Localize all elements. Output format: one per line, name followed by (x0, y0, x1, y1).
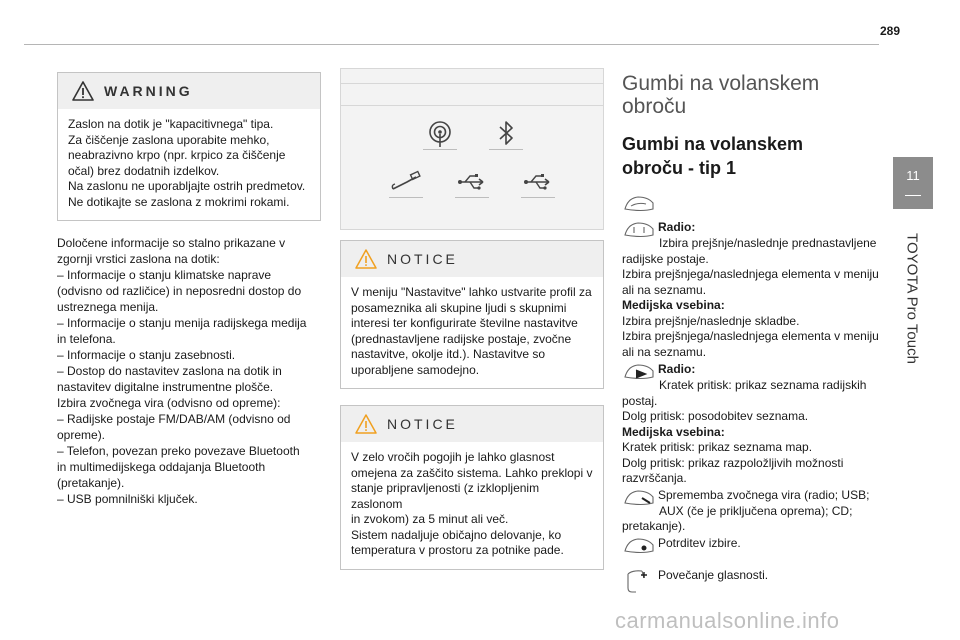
icon-underline (489, 149, 523, 150)
icon-underline (423, 149, 457, 150)
text-line: ali na seznamu. (622, 344, 707, 359)
text-line: (pretakanje). (57, 476, 125, 490)
notice-label: NOTICE (387, 251, 458, 267)
streaming-icon (423, 117, 457, 151)
subsection-title-line: obroču - tip 1 (622, 158, 736, 178)
text-line: V meniju "Nastavitve" lahko ustvarite profil za (351, 285, 592, 299)
steering-control-icon (622, 220, 656, 240)
header-rule (24, 44, 879, 45)
text-line: Ne dotikajte se zaslona z mokrimi rokami. (68, 194, 290, 209)
notice-text (341, 277, 603, 388)
text-line: in multimedijskega oddajanja Bluetooth (57, 460, 266, 474)
notice-icon (355, 414, 377, 434)
text-line: (prednastavljene radijske postaje, zvočne (351, 331, 572, 346)
text-line: Kratek pritisk: prikaz seznama radijskih (659, 378, 867, 392)
control-item (622, 220, 884, 360)
text-line: in telefona. (57, 332, 116, 346)
warning-header (58, 73, 320, 109)
text-line: – USB pomnilniški ključek. (57, 492, 198, 506)
notice-icon (355, 249, 377, 269)
text-line: razvrščanja. (622, 471, 687, 485)
section-title-line: Gumbi na volanskem (622, 72, 820, 95)
text-line: Zaslon na dotik je "kapacitivnega" tipa. (68, 117, 274, 131)
column-right (622, 72, 884, 594)
text-line: Dolg pritisk: posodobitev seznama. (622, 409, 809, 423)
subsection-title (622, 132, 884, 180)
text-line: Medijska vsebina: (622, 298, 725, 312)
text-line: temperatura v prostoru za potnike pade. (351, 543, 564, 557)
text-line: Izbira prejšnje/naslednje skladbe. (622, 313, 800, 328)
text-line: – Informacije o stanju menija radijskega medija (57, 316, 307, 330)
source-screen-illustration (340, 68, 604, 230)
warning-label: WARNING (104, 83, 193, 99)
text-line: Na zaslonu ne uporabljajte ostrih predmetov. (68, 179, 306, 193)
text-line: interesi ter konfigurirate številne nastavitve (351, 316, 578, 330)
aux-cable-icon (389, 165, 423, 199)
text-line: ustreznega menija. (57, 300, 159, 314)
control-item (622, 488, 884, 535)
column-left (57, 72, 321, 507)
text-line: (odvisno od različice) in neposredni dostop do (57, 284, 302, 298)
section-title (622, 72, 884, 118)
text-line: Kratek pritisk: prikaz seznama map. (622, 440, 813, 454)
notice-text (341, 442, 603, 569)
notice-header (341, 241, 603, 277)
text-line: Za čiščenje zaslona uporabite mehko, (68, 132, 270, 147)
text-line: Radio: (658, 220, 696, 234)
text-line: – Informacije o stanju klimatske naprave (57, 268, 272, 282)
screen-divider (341, 83, 603, 84)
screen-divider (341, 105, 603, 106)
control-item (622, 536, 884, 556)
page-number: 289 (880, 24, 901, 38)
control-item (622, 568, 884, 594)
notice-header (341, 406, 603, 442)
text-line: posameznika ali skupine ljudi s skupnimi (351, 300, 567, 315)
text-line: Radio: (658, 362, 696, 376)
volume-up-icon (622, 568, 656, 594)
text-line: Sistem nadaljuje običajno delovanje, ko (351, 527, 562, 542)
warning-icon (72, 81, 94, 101)
steering-wheel-controls-icon (622, 194, 656, 214)
chapter-title (902, 220, 922, 380)
warning-box (57, 72, 321, 221)
text-line: omejena za zaščito sistema. Lahko preklopi v (351, 465, 593, 480)
text-line: AUX (če je priključena oprema); CD; (659, 503, 853, 518)
watermark: carmanualsonline.info (615, 608, 840, 633)
text-line: Izbira prejšnje/naslednje prednastavljene (659, 236, 877, 250)
text-line: Povečanje glasnosti. (658, 567, 769, 582)
text-line: V zelo vročih pogojih je lahko glasnost (351, 450, 555, 464)
text-line: in zvokom) za 5 minut ali več. (351, 512, 509, 526)
text-line: opreme). (57, 428, 106, 442)
text-line: Dolg pritisk: prikaz razpoložljivih možnosti (622, 455, 844, 470)
text-line: Izbira prejšnjega/naslednjega elementa v meniju (622, 267, 879, 281)
text-line: nastavitev digitalne instrumentne plošče. (57, 380, 274, 394)
text-line: Sprememba zvočnega vira (radio; USB; (658, 487, 870, 502)
text-line: – Telefon, povezan preko povezave Bluetooth (57, 444, 300, 458)
subsection-title-line: Gumbi na volanskem (622, 134, 804, 154)
text-line: Določene informacije so stalno prikazane v (57, 236, 286, 250)
notice-label: NOTICE (387, 416, 458, 432)
confirm-button-icon (622, 536, 656, 556)
text-line: pretakanje). (622, 519, 686, 533)
text-line: uporabljene samodejno. (351, 362, 480, 377)
text-line: neabrazivno krpo (npr. krpico za čiščenje (68, 148, 286, 162)
text-line: stanje pripravljenosti (z izklopljenim zaslonom (351, 481, 540, 511)
source-button-icon (622, 488, 656, 508)
chapter-title-text: TOYOTA Pro Touch (903, 233, 921, 364)
text-line: Potrditev izbire. (658, 535, 741, 550)
chapter-tab[interactable]: 11 (893, 157, 933, 209)
section-title-line: obroču (622, 95, 687, 118)
notice-box-2 (340, 405, 604, 570)
text-line: zgornji vrstici zaslona na dotik: (57, 252, 220, 266)
text-line: Medijska vsebina: (622, 424, 725, 439)
icon-underline (389, 197, 423, 198)
usb-icon (455, 165, 489, 199)
icon-underline (455, 197, 489, 198)
text-line: postaj. (622, 393, 658, 408)
text-line: ali na seznamu. (622, 282, 707, 297)
text-line: očal) brez dodatnih izdelkov. (68, 163, 220, 178)
control-item (622, 362, 884, 487)
notice-box-1 (340, 240, 604, 389)
text-line: radijske postaje. (622, 251, 709, 266)
text-line: nastavitve, okolje itd.). Nastavitve so (351, 347, 546, 361)
info-paragraph (57, 235, 321, 507)
text-line: – Dostop do nastavitev zaslona na dotik in (57, 364, 282, 378)
text-line: Izbira prejšnjega/naslednjega elementa v meniju (622, 329, 879, 343)
thumbwheel-press-icon (622, 362, 656, 382)
text-line: Izbira zvočnega vira (odvisno od opreme): (57, 396, 281, 410)
usb-icon (521, 165, 555, 199)
column-middle (340, 68, 604, 570)
warning-text (58, 109, 320, 220)
text-line: – Informacije o stanju zasebnosti. (57, 348, 236, 362)
bluetooth-icon (489, 117, 523, 151)
text-line: – Radijske postaje FM/DAB/AM (odvisno od (57, 412, 291, 426)
icon-underline (521, 197, 555, 198)
